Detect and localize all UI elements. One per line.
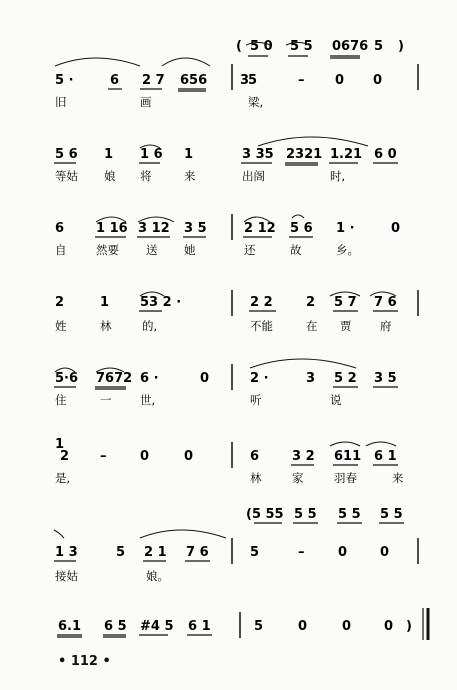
system-5: [54, 359, 398, 407]
note: 7 6: [186, 545, 209, 560]
note: 2 7: [142, 73, 165, 88]
note: 0: [342, 619, 352, 634]
note: 6 ·: [140, 371, 159, 386]
prelude-note: 0676: [332, 39, 369, 54]
lyric: 贾: [340, 319, 352, 333]
lyric: 还: [244, 243, 256, 257]
prelude-note: 5 5: [290, 39, 313, 54]
lyric: 等姑: [55, 169, 78, 183]
note: 2 2: [250, 295, 273, 310]
note: 2 12: [244, 221, 276, 236]
lyric: 接姑: [55, 569, 78, 583]
note: 611: [334, 449, 362, 464]
note: 0: [338, 545, 348, 560]
note: 1.21: [330, 147, 363, 162]
note: 1 ·: [336, 221, 355, 236]
lyric: 来: [392, 471, 404, 485]
note: 6.1: [58, 619, 82, 634]
note: 1 6: [140, 147, 163, 162]
note: 0: [335, 73, 345, 88]
lyric: 送: [146, 243, 158, 257]
note: 7672: [96, 371, 133, 386]
note: 6 1: [374, 449, 397, 464]
note: 0: [391, 221, 401, 236]
lyric: 乡。: [336, 243, 359, 257]
note: 6 1: [188, 619, 211, 634]
note: 2: [55, 295, 65, 310]
lyric: 然要: [96, 243, 119, 257]
lyric: 是,: [55, 471, 71, 485]
system-4: [55, 290, 418, 333]
note: 53 2 ·: [140, 295, 182, 310]
lyric: 出阁: [242, 169, 265, 183]
prelude-note: 5: [374, 39, 384, 54]
note: 6: [110, 73, 120, 88]
note: 5: [116, 545, 126, 560]
note: 3 2: [292, 449, 315, 464]
note: 0: [380, 545, 390, 560]
note: 5 7: [334, 295, 357, 310]
note: 0: [298, 619, 308, 634]
page-number: • 112 •: [58, 654, 111, 669]
note: 5: [248, 73, 258, 88]
lyric: 家: [292, 471, 304, 485]
prelude-note: (5 55: [246, 507, 284, 522]
lyric: 不能: [250, 319, 273, 333]
note: 6: [55, 221, 65, 236]
system-7: [54, 507, 418, 583]
lyric: 将: [140, 169, 152, 183]
note: 1: [184, 147, 194, 162]
lyric: 听: [250, 393, 262, 407]
prelude-note: 5 0: [250, 39, 273, 54]
lyric: 林: [250, 471, 262, 485]
lyric: 故: [290, 243, 302, 257]
lyric: 来: [184, 169, 196, 183]
system-2: [54, 137, 398, 183]
note: 1 16: [96, 221, 128, 236]
note: 5: [250, 545, 260, 560]
note: 5 6: [290, 221, 313, 236]
note: 5 ·: [55, 73, 74, 88]
note: 2 1: [144, 545, 167, 560]
lyric: 梁,: [248, 95, 264, 109]
lyric: 自: [55, 243, 67, 257]
note: 3: [240, 73, 250, 88]
note: 1: [55, 437, 65, 452]
note: 3 5: [374, 371, 397, 386]
lyric: 在: [306, 319, 318, 333]
lyric: 羽春: [334, 471, 357, 485]
lyric: 世,: [140, 393, 156, 407]
note: 3 12: [138, 221, 170, 236]
note: 1 3: [55, 545, 78, 560]
lyric: 说: [330, 393, 342, 407]
note: 2321: [286, 147, 323, 162]
note: 0: [140, 449, 150, 464]
prelude-note: 5 5: [338, 507, 361, 522]
note: 1: [104, 147, 114, 162]
system-8: [57, 608, 428, 640]
note: 7 6: [374, 295, 397, 310]
prelude-note: (: [236, 39, 242, 54]
prelude-note: 5 5: [380, 507, 403, 522]
lyric: 她: [184, 243, 196, 257]
note: ): [406, 619, 412, 634]
lyric: 林: [100, 319, 112, 333]
note: 1: [100, 295, 110, 310]
lyric: 住: [55, 393, 67, 407]
lyric: 的,: [142, 319, 158, 333]
note: 656: [180, 73, 208, 88]
system-1: [55, 39, 418, 109]
note: #4 5: [140, 619, 174, 634]
lyric: 画: [140, 95, 152, 109]
note: 3: [306, 371, 316, 386]
note: 2 ·: [250, 371, 269, 386]
note: 3 5: [184, 221, 207, 236]
system-6: [55, 437, 404, 485]
note: 0: [184, 449, 194, 464]
note: 6: [250, 449, 260, 464]
note: 2: [306, 295, 316, 310]
note: –: [100, 449, 107, 464]
note: 3 35: [242, 147, 274, 162]
note: 6 5: [104, 619, 127, 634]
lyric: 一: [100, 393, 112, 407]
note: 0: [373, 73, 383, 88]
lyric: 旧: [55, 95, 67, 109]
note: 5 6: [55, 147, 78, 162]
lyric: 娘: [104, 169, 116, 183]
note: 2: [60, 449, 70, 464]
lyric: 时,: [330, 169, 346, 183]
lyric: 娘。: [146, 569, 169, 583]
prelude-note: 5 5: [294, 507, 317, 522]
note: 5 2: [334, 371, 357, 386]
note: –: [298, 545, 305, 560]
note: 6 0: [374, 147, 397, 162]
lyric: 府: [380, 319, 392, 333]
note: 5: [254, 619, 264, 634]
note: 0: [200, 371, 210, 386]
lyric: 姓: [55, 319, 67, 333]
note: 5·6: [55, 371, 79, 386]
note: –: [298, 73, 305, 88]
note: 0: [384, 619, 394, 634]
system-3: [55, 214, 400, 257]
prelude-note: ): [398, 39, 404, 54]
